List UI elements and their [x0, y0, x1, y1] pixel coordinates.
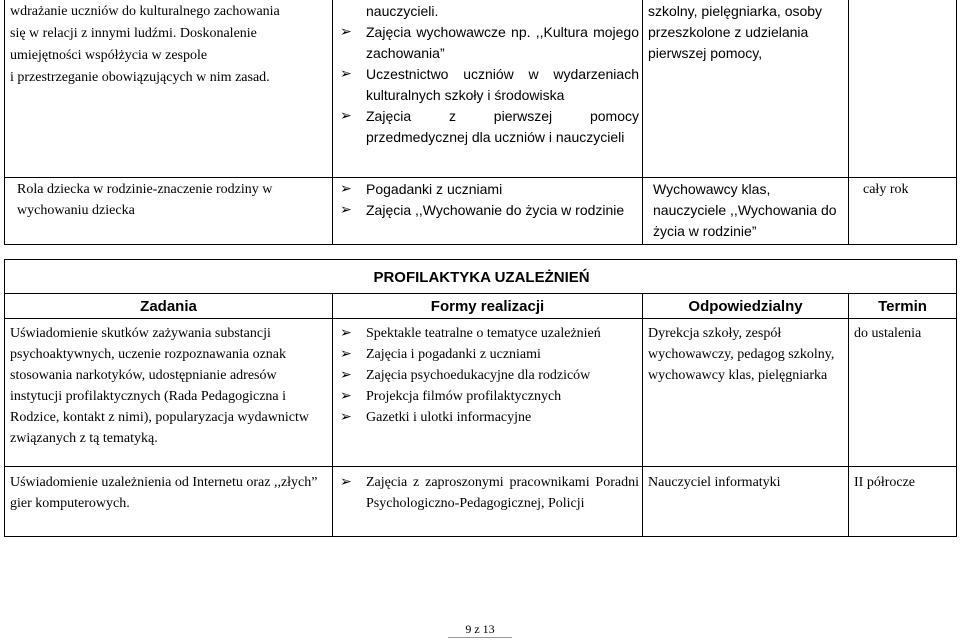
section-title-row: [5, 260, 957, 294]
forms-cell: [333, 467, 643, 537]
arrowhead-bullet-icon: ➢: [340, 409, 352, 425]
task-cell: Rola dziecka w rodzinie-znaczenie rodziny w wychowaniu dziecka: [5, 178, 333, 245]
list-item: ➢ Zajęcia ,,Wychowanie do życia w rodzinie: [338, 200, 639, 221]
table-row: [5, 178, 957, 245]
continuation-table: [4, 0, 957, 245]
term-cell: II półrocze: [849, 467, 957, 537]
task-cell: [5, 0, 333, 178]
list-item: ➢ Zajęcia z pierwszej pomocy przedmedycznej dla uczniów i nauczycieli: [340, 108, 639, 145]
arrowhead-bullet-icon: ➢: [340, 202, 352, 218]
forms-list: [338, 472, 639, 514]
list-item: ➢ Projekcja filmów profilaktycznych: [338, 386, 639, 407]
arrowhead-bullet-icon: ➢: [340, 181, 352, 197]
list-item: ➢ Spektakle teatralne o tematyce uzależnień: [338, 323, 639, 344]
forms-list: [338, 323, 639, 428]
forms-cell: [333, 178, 643, 245]
arrowhead-bullet-icon: ➢: [340, 367, 352, 383]
forms-cell: [333, 0, 643, 178]
task-cell: Uświadomienie uzależnienia od Internetu oraz ,,złych” gier komputerowych.: [5, 467, 333, 537]
responsible-cell: Wychowawcy klas, nauczyciele ,,Wychowania do życia w rodzinie”: [643, 178, 849, 245]
section-title: PROFILAKTYKA UZALEŻNIEŃ: [5, 260, 957, 294]
table-row: [5, 0, 957, 178]
arrowhead-bullet-icon: ➢: [340, 388, 352, 404]
header-tasks: Zadania: [5, 294, 333, 319]
list-item: ➢ Zajęcia i pogadanki z uczniami: [338, 344, 639, 365]
addiction-prevention-table: [4, 259, 957, 537]
forms-cell: [333, 319, 643, 467]
arrowhead-bullet-icon: ➢: [340, 474, 352, 490]
responsible-cell: Dyrekcja szkoły, zespół wychowawczy, pedagog szkolny, wychowawcy klas, pielęgniarka: [643, 319, 849, 467]
header-term: Termin: [849, 294, 957, 319]
task-line: i przestrzeganie obowiązujących w nim zasad.: [10, 70, 270, 85]
task-line: umiejętności współżycia w zespole: [10, 48, 208, 63]
list-item: ➢ Gazetki i ulotki informacyjne: [338, 407, 639, 428]
forms-continuation: nauczycieli.: [366, 3, 439, 19]
page-number: 9 z 13: [465, 622, 495, 636]
list-item: ➢ Zajęcia z zaproszonymi pracownikami Poradni Psychologiczno-Pedagogicznej, Policji: [340, 474, 639, 511]
forms-list: [338, 22, 639, 148]
term-cell: cały rok: [849, 178, 957, 245]
arrowhead-bullet-icon: ➢: [340, 325, 352, 341]
term-cell: do ustalenia: [849, 319, 957, 467]
list-item: ➢ Pogadanki z uczniami: [338, 179, 639, 200]
task-line: wdrażanie uczniów do kulturalnego zachowania: [10, 4, 280, 19]
list-item: ➢ Uczestnictwo uczniów w wydarzeniach kulturalnych szkoły i środowiska: [340, 66, 639, 103]
arrowhead-bullet-icon: ➢: [340, 108, 352, 124]
header-forms: Formy realizacji: [333, 294, 643, 319]
forms-list: [338, 179, 639, 221]
responsible-cell: szkolny, pielęgniarka, osoby przeszkolone z udzielania pierwszej pomocy,: [643, 0, 849, 178]
task-line: się w relacji z innymi ludźmi. Doskonalenie: [10, 26, 257, 41]
task-cell: Uświadomienie skutków zażywania substancji psychoaktywnych, uczenie rozpoznawania oznak stosowania narkotyków, udostępnianie adresów instytucji profilaktycznych (Rada Pedagogiczna i Rodzice, kontakt z nimi), popularyzacja wydawnictw związanych z tą tematyką.: [5, 319, 333, 467]
table-row: [5, 467, 957, 537]
list-item: ➢ Zajęcia psychoedukacyjne dla rodziców: [338, 365, 639, 386]
arrowhead-bullet-icon: ➢: [340, 346, 352, 362]
list-item: ➢ Zajęcia wychowawcze np. ,,Kultura mojego zachowania”: [340, 24, 639, 61]
arrowhead-bullet-icon: ➢: [340, 24, 352, 40]
responsible-cell: Nauczyciel informatyki: [643, 467, 849, 537]
table-row: [5, 319, 957, 467]
footer-rule: [448, 637, 512, 638]
header-responsible: Odpowiedzialny: [643, 294, 849, 319]
arrowhead-bullet-icon: ➢: [340, 66, 352, 82]
term-cell: [849, 0, 957, 178]
header-row: [5, 294, 957, 319]
